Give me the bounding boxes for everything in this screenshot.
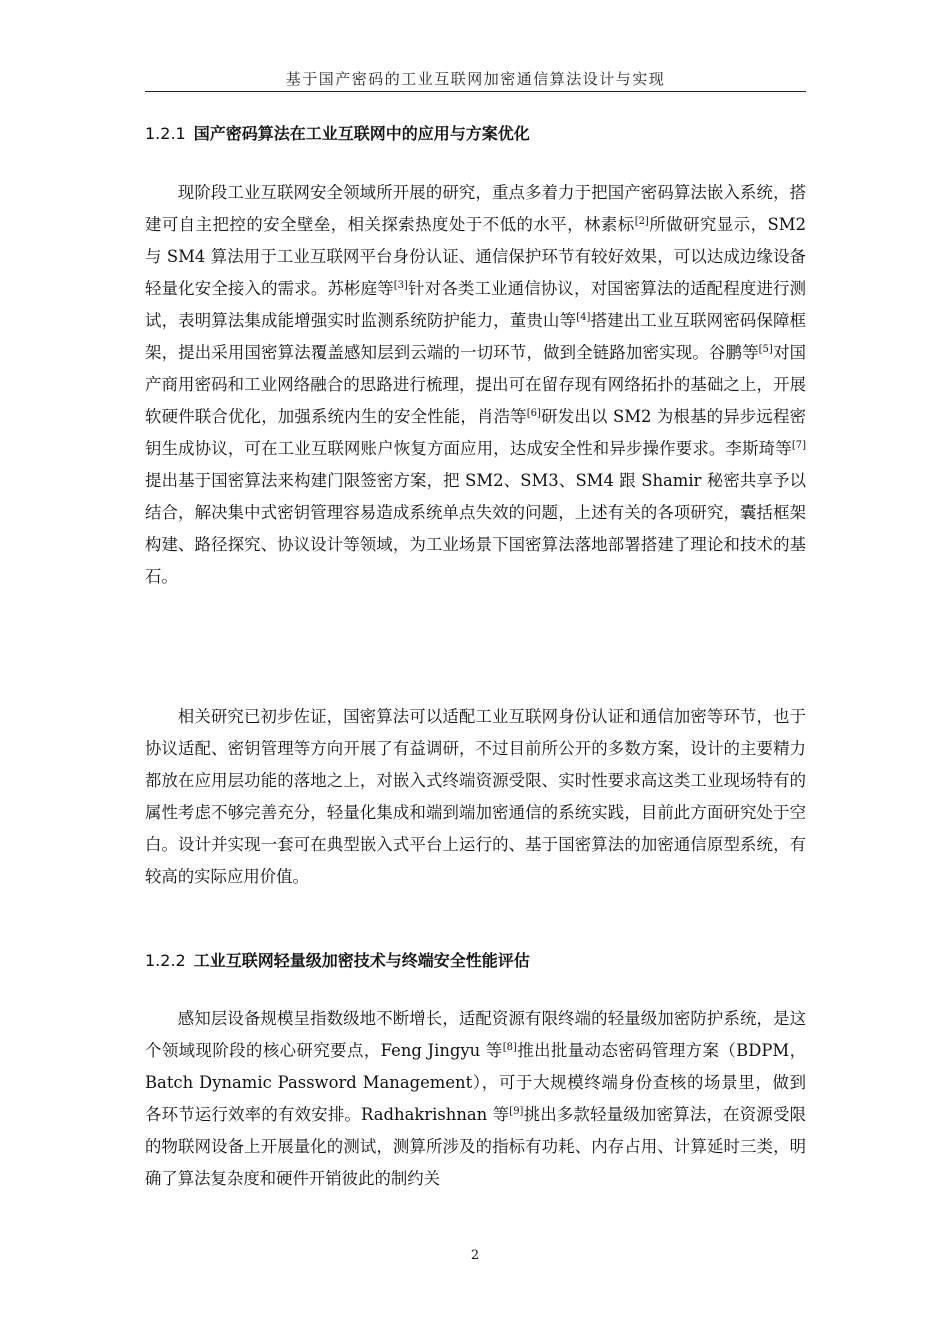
section-heading-1-2-2: [145, 949, 806, 973]
text-run: 感知层设备规模呈指数级地不断增长，适配资源有限终端的轻量级加密防护系统，是这个领域现阶段的核心研究要点，Feng Jingyu 等: [145, 1009, 806, 1060]
citation-ref: [6]: [526, 408, 541, 419]
body-paragraph: [145, 1003, 806, 1195]
citation-ref: [9]: [509, 1106, 524, 1117]
citation-ref: [2]: [634, 216, 649, 227]
citation-ref: [5]: [758, 344, 773, 355]
text-run: 相关研究已初步佐证，国密算法可以适配工业互联网身份认证和通信加密等环节，也于协议适配、密钥管理等方向开展了有益调研，不过目前所公开的多数方案，设计的主要精力都放在应用层功能的落地之上，对嵌入式终端资源受限、实时性要求高这类工业现场特有的属性考虑不够完善充分，轻量化集成和端到端加密通信的系统实践，目前此方面研究处于空白。设计并实现一套可在典型嵌入式平台上运行的、基于国密算法的加密通信原型系统，有较高的实际应用价值。: [145, 707, 806, 886]
text-run: 搭建出工业互联网密码保障框架，提出采用国密算法覆盖感知层到云端的一切环节，做到全链路加密实现。谷鹏等: [145, 311, 806, 362]
section-number: 1.2.1: [145, 124, 186, 143]
text-run: 对国产商用密码和工业网络融合的思路进行梳理，提出可在留存现有网络拓扑的基础之上，开展软硬件联合优化，加强系统内生的安全性能，肖浩等: [145, 343, 806, 426]
text-run: 挑出多款轻量级加密算法，在资源受限的物联网设备上开展量化的测试，测算所涉及的指标有功耗、内存占用、计算延时三类，明确了算法复杂度和硬件开销彼此的制约关: [145, 1105, 807, 1188]
citation-ref: [4]: [576, 312, 591, 323]
section-title: 工业互联网轻量级加密技术与终端安全性能评估: [193, 951, 530, 970]
section-number: 1.2.2: [145, 951, 186, 970]
text-run: 现阶段工业互联网安全领域所开展的研究，重点多着力于把国产密码算法嵌入系统，搭建可自主把控的安全壁垒，相关探索热度处于不低的水平，林素标: [145, 183, 806, 234]
citation-ref: [3]: [393, 280, 408, 291]
text-run: 研发出以 SM2 为根基的异步远程密钥生成协议，可在工业互联网账户恢复方面应用，达成安全性和异步操作要求。李斯琦等: [145, 407, 807, 458]
header-rule: [145, 91, 806, 92]
running-header: 基于国产密码的工业互联网加密通信算法设计与实现: [285, 70, 666, 88]
citation-ref: [7]: [791, 440, 806, 451]
text-run: 针对各类工业通信协议，对国密算法的适配程度进行测试，表明算法集成能增强实时监测系统防护能力，董贵山等: [145, 279, 806, 330]
body-paragraph: [145, 177, 806, 593]
body-paragraph: [145, 701, 806, 893]
text-run: 推出批量动态密码管理方案（BDPM，Batch Dynamic Password Management），可于大规模终端身份查核的场景里，做到各环节运行效率的有效安排。Radhakrishnan 等: [145, 1041, 806, 1124]
text-run: 提出基于国密算法来构建门限签密方案，把 SM2、SM3、SM4 跟 Shamir 秘密共享予以结合，解决集中式密钥管理容易造成系统单点失效的问题，上述有关的各项研究，囊括框架构建、路径探究、协议设计等领域，为工业场景下国密算法落地部署搭建了理论和技术的基石。: [145, 471, 806, 586]
text-run: 所做研究显示，SM2 与 SM4 算法用于工业互联网平台身份认证、通信保护环节有较好效果，可以达成边缘设备轻量化安全接入的需求。苏彬庭等: [145, 215, 806, 298]
section-heading-1-2-1: [145, 122, 806, 146]
page-number: 2: [470, 1248, 480, 1263]
citation-ref: [8]: [502, 1042, 517, 1053]
section-title: 国产密码算法在工业互联网中的应用与方案优化: [193, 124, 530, 143]
